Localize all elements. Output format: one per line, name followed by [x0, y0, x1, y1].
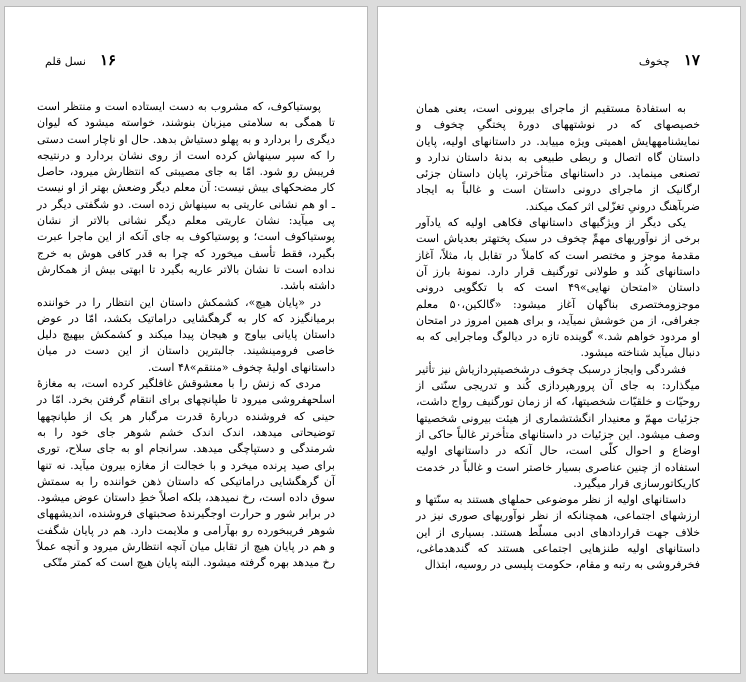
right-page — [377, 6, 741, 674]
left-running-title: نسل قلم — [45, 55, 86, 68]
right-page-body — [416, 101, 700, 574]
right-running-title: چخوف — [638, 55, 670, 68]
right-page-header — [418, 51, 700, 73]
left-paragraph-3: مردی که زنش را با معشوقش غافلگیر کرده است، به مغازهٔ اسلحهفروشی میرود تا طپانچهای برای انتقام گرفتن بخرد. امّا در حینی که فروشنده دربارهٔ قدرت مرگبار هر یک از طپانچهها توضیحاتی میدهد، اندک اندک خشم شوهر جای خود را به شرمندگی و دستپاچگی میدهد. سرانجام او به جای سلاح، توری برای صید پرنده میخرد و با خجالت از مغازه بیرون میآید. نه تنها آن گرهگشایی دراماتیکی که داستان ذهن خواننده را به سمتش سوق داده است، رخ نمیدهد، بلکه اصلاً خطِ داستان عوض میشود. در برابر شور و حرارت اوجگیرندهٔ صحبتهای فروشنده، اندیشههای شوهر فریبخورده رو بهآرامی و ملایمت دارد. هم در پایان شگفت و هم در پایان هیچ از تقابل میان آنچه انتظارش میرود و آنچه عملاً رخ میدهد بهره گرفته میشود. البته پایان هیچ است که کمتر متّکی — [37, 377, 335, 570]
left-page — [4, 6, 368, 674]
right-paragraph-1: به استفادهٔ مستقیم از ماجرای بیرونی است، یعنی همان خصیصهای که در نوشتههای دورهٔ پختگیِ چخوف و نمایشنامههایش اهمیتی ویژه مییابد. در داستانهای اولیه، پایان داستان گاه اتصال و ربطی طبیعی به بدنهٔ داستان ندارد و تصنعی مینماید. در داستانهای متأخرتر، پایان داستان جزئی ارگانیک از ماجرای درونی داستان است و غالباً به ایجاد ضربآهنگ درونیِ تغزّلی اثر کمک میکند. — [416, 102, 700, 213]
right-paragraph-2: یکی دیگر از ویژگیهای داستانهای فکاهی اولیه که یادآور برخی از نوآوریهای مهمِّ چخوف در سبک پختهتر بعدیاش است مقدمهٔ موجز و مختصر است که کاملاً در تقابل با، مثلاً، آغاز داستانهای کُند و طولانی تورگنیف قرار دارد. نمونهٔ بارز آن داستان «امتحان نهایی»۴۹ است که با تکگویی درونی موجزومختصری بناگهان آغاز میشود: «گالکین،۵۰ معلم جغرافی، از من خوشش نمیآید، و برای همین امروز در امتحان او مردود خواهم شد.» گوینده تازه در دیالوگ وماجرایی که به دنبال میآید شناخته میشود. — [416, 216, 701, 360]
right-paragraph-3: فشردگی وایجاز درسبک چخوف درشخصیتپردازیاش نیز تأثیر میگذارد: به جای آن پرورهپردازی کُند و تدریجی سنّتی از روحیّات و خلقیّات شخصیتها، که از زمان تورگنیف رواج داشت، جزئیات مهمّ و معنیدار انگشتشماری از هیئت بیرونی شخصیتها وصف میشود. این جزئیات در داستانهای متأخرتر غالباً حاکی از اوضاع و احوال کلّی است، حال آنکه در داستانهای اولیه استفاده از چنین عناصری بسیار خاصتر است و غالباً در خدمت کاریکاتورسازی قرار میگیرد. — [416, 362, 700, 490]
left-paragraph-2: در «پایان هیچ»، کشمکش داستان این انتظار را در خواننده برمیانگیزد که کار به گرهگشایی دراماتیک بکشد، امّا در عوض داستان پایانی بیاوج و هیجان پیدا میکند و کشمکش بیهیچ دلیل خاصی فرومینشیند. جالبترین داستان از این دست در میان داستانهای اولیهٔ چخوف «منتقم»۴۸ است. — [37, 295, 335, 374]
left-page-body — [37, 99, 335, 572]
left-paragraph-1: پوستیاکوف، که مشروب به دست ایستاده است و منتظر است تا همگی به سلامتی میزبان بنوشند، خواسته میشود که لیوان دیگری را بردارد و به پهلو دستیاش بدهد. حال او ناچار است دستی را که سپر سینهاش کرده است از روی نشان بردارد و درنتیجه فریبش رو شود. امّا به جای مصیبتی که انتظارش میرود، حاصل کار مضحکهای بیش نیست: آن معلم دیگر وضعش بهتر از او نیست ـ او هم نشانی عاریتی به سینهاش زده است. دو شگفتی دیگر در پی میآید: نشان عاریتی معلم دیگر نشانی بالاتر از نشان پوستیاکوف است؛ و پوستیاکوف به جای آنکه از این ماجرا عبرت بگیرد، فقط تأسف میخورد که چرا به قدر کافی هوش به خرج نداده است تا نشان بالاتر عاریه بگیرد تا ابهتی بیش از همکارش داشته باشد. — [37, 100, 335, 293]
left-page-number: ۱۶ — [99, 51, 117, 69]
right-paragraph-4: داستانهای اولیه از نظر موضوعی حملهای هستند به سنّتها و ارزشهای اجتماعی، همچنانکه از نظر نوآوریهای صوری نیز در خلاف جهت قراردادهای ادبی مسلّط هستند. بسیاری از این داستانهای اولیه طنزهایی اجتماعی هستند که گندهدماغی، فخرفروشی به رتبه و مقام، حکومت پلیسی در روسیه، ابتذال — [416, 493, 700, 572]
left-page-header — [45, 51, 327, 73]
right-page-number: ۱۷ — [683, 51, 700, 69]
